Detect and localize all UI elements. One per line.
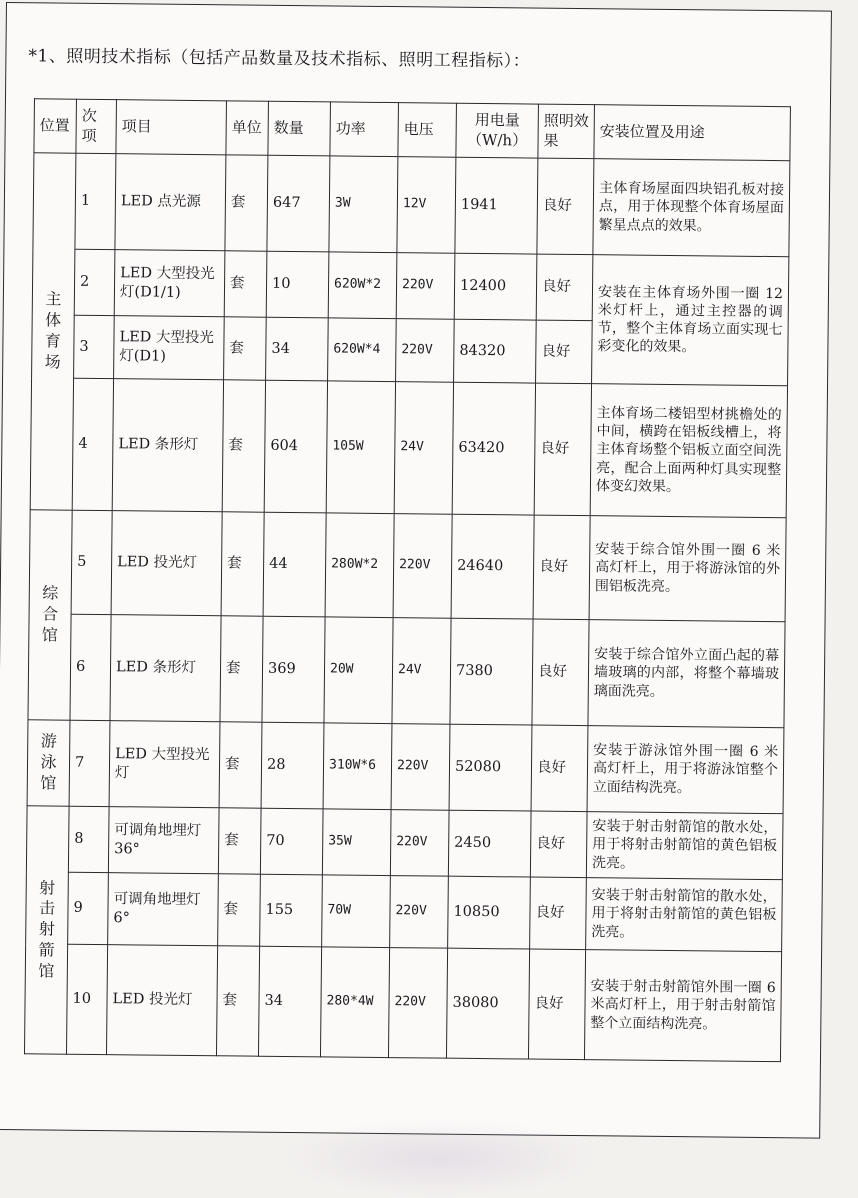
seq-cell: 2 (74, 249, 115, 315)
energy-cell: 84320 (454, 319, 537, 383)
usage-cell: 安装于综合馆外立面凸起的幕墙玻璃的内部，将整个幕墙玻璃面洗亮。 (588, 620, 785, 728)
voltage-cell: 220V (396, 319, 455, 383)
table-row (27, 720, 784, 814)
unit-cell: 套 (225, 155, 268, 251)
group-cell (28, 510, 72, 720)
energy-cell: 10850 (448, 876, 531, 949)
group-cell (24, 806, 69, 1054)
voltage-cell: 24V (394, 382, 453, 515)
group-label: 主体育场 (44, 289, 62, 372)
item-cell: 可调角地埋灯 36° (108, 807, 219, 874)
voltage-cell: 220V (390, 810, 449, 877)
power-cell: 35W (322, 809, 391, 876)
qty-cell: 34 (258, 946, 321, 1057)
energy-cell: 24640 (451, 514, 534, 619)
group-cell (27, 720, 70, 806)
voltage-cell: 220V (393, 514, 452, 619)
power-cell: 280*4W (320, 947, 389, 1058)
seq-cell: 8 (68, 806, 109, 872)
col-header-unit: 单位 (226, 101, 269, 155)
table-header-row (34, 99, 791, 161)
energy-cell: 7380 (450, 618, 533, 725)
item-cell: LED 条形灯 (112, 379, 223, 512)
energy-cell: 12400 (454, 253, 537, 320)
effect-cell: 良好 (530, 877, 587, 950)
effect-cell: 良好 (528, 949, 585, 1060)
item-cell: LED 大型投光灯(D1/1) (114, 250, 225, 317)
col-header-seq: 次项 (76, 99, 117, 153)
usage-cell: 安装于射击射箭馆外围一圈 6 米高灯杆上，用于射击射箭馆整个立面结构洗亮。 (584, 950, 781, 1062)
power-cell: 105W (326, 381, 395, 514)
qty-cell: 28 (261, 722, 324, 809)
usage-cell: 安装在主体育场外围一圈 12 米灯杆上，通过主控器的调节，整个主体育场立面实现七彩变化的效果。 (592, 255, 789, 386)
qty-cell: 34 (266, 317, 329, 381)
usage-cell: 安装于射击射箭馆的散水处，用于将射击射箭馆的黄色铝板洗亮。 (586, 812, 783, 880)
seq-cell: 10 (66, 944, 107, 1054)
col-header-power: 功率 (330, 102, 399, 157)
item-cell: LED 投光灯 (111, 511, 222, 616)
seq-cell: 3 (74, 315, 115, 378)
voltage-cell: 12V (397, 157, 456, 254)
item-cell: LED 点光源 (115, 154, 226, 251)
unit-cell: 套 (221, 512, 264, 616)
seq-cell: 9 (68, 872, 109, 944)
unit-cell: 套 (222, 380, 265, 512)
qty-cell: 647 (267, 155, 330, 252)
energy-cell: 1941 (455, 157, 538, 254)
effect-cell: 良好 (532, 619, 589, 726)
energy-cell: 38080 (446, 948, 529, 1059)
qty-cell: 155 (260, 874, 323, 947)
usage-cell: 安装于游泳馆外围一圈 6 米高灯杆上，用于将游泳馆整个立面结构洗亮。 (587, 726, 784, 814)
table-row (26, 806, 783, 880)
power-cell: 620W*2 (328, 252, 397, 319)
col-header-qty: 数量 (268, 101, 331, 156)
voltage-cell: 24V (392, 618, 451, 725)
qty-cell: 10 (266, 251, 329, 318)
stamp-smudge (280, 1118, 600, 1198)
item-cell: LED 大型投光灯 (109, 721, 220, 808)
seq-cell: 7 (69, 720, 110, 806)
col-header-item: 项目 (116, 100, 227, 155)
col-header-effect: 照明效果 (538, 104, 595, 159)
unit-cell: 套 (220, 616, 263, 722)
item-cell: 可调角地埋灯 6° (108, 873, 219, 946)
power-cell: 3W (329, 156, 398, 253)
seq-cell: 5 (71, 510, 112, 614)
qty-cell: 44 (263, 512, 326, 617)
voltage-cell: 220V (396, 253, 455, 320)
seq-cell: 6 (70, 614, 111, 720)
table-row (24, 944, 781, 1062)
usage-cell: 主体育场二楼铝型材挑檐处的中间，横跨在铝板线槽上，将主体育场整个铝板立面空间洗亮，配合上面两种灯具实现整体变幻效果。 (590, 384, 787, 518)
col-header-usage: 安装位置及用途 (594, 105, 791, 161)
col-header-energy: 用电量（W/h） (456, 103, 539, 158)
lighting-spec-table (24, 98, 791, 1062)
effect-cell: 良好 (534, 383, 591, 516)
effect-cell: 良好 (531, 725, 588, 812)
col-header-location: 位置 (34, 99, 77, 153)
effect-cell: 良好 (536, 320, 593, 384)
table-row (28, 614, 785, 728)
power-cell: 620W*4 (328, 318, 397, 382)
energy-cell: 2450 (448, 810, 531, 877)
item-cell: LED 投光灯 (106, 945, 217, 1056)
unit-cell: 套 (224, 251, 267, 317)
qty-cell: 604 (264, 380, 327, 513)
table-row (26, 872, 783, 952)
voltage-cell: 220V (390, 876, 449, 949)
group-label: 游泳馆 (40, 731, 57, 793)
qty-cell: 70 (260, 808, 323, 875)
voltage-cell: 220V (391, 724, 450, 811)
table-row (29, 510, 786, 622)
item-cell: LED 条形灯 (110, 615, 221, 722)
table-row (33, 153, 790, 257)
seq-cell: 1 (75, 153, 116, 249)
group-label: 综合馆 (41, 583, 59, 645)
col-header-voltage: 电压 (398, 103, 457, 158)
group-cell (30, 153, 76, 510)
usage-cell: 主体育场屋面四块铝孔板对接点，用于体现整个体育场屋面繁星点点的效果。 (593, 159, 790, 257)
unit-cell: 套 (224, 317, 267, 380)
power-cell: 280W*2 (325, 513, 394, 618)
energy-cell: 63420 (452, 382, 535, 515)
power-cell: 20W (324, 617, 393, 724)
document-page (0, 2, 832, 1139)
unit-cell: 套 (219, 722, 262, 808)
effect-cell: 良好 (533, 515, 590, 620)
voltage-cell: 220V (388, 948, 447, 1059)
energy-cell: 52080 (449, 724, 532, 811)
unit-cell: 套 (216, 946, 259, 1056)
power-cell: 310W*6 (323, 723, 392, 810)
seq-cell: 4 (72, 378, 113, 510)
usage-cell: 安装于综合馆外围一圈 6 米高灯杆上，用于将游泳馆的外围铝板洗亮。 (589, 516, 786, 622)
effect-cell: 良好 (537, 158, 594, 255)
power-cell: 70W (322, 875, 391, 948)
effect-cell: 良好 (530, 811, 587, 878)
section-heading: *1、照明技术指标（包括产品数量及技术指标、照明工程指标）： (28, 46, 531, 72)
group-label: 射击射箭馆 (38, 877, 56, 981)
item-cell: LED 大型投光灯(D1) (114, 316, 225, 380)
qty-cell: 369 (262, 616, 325, 723)
unit-cell: 套 (218, 808, 261, 874)
usage-cell: 安装于射击射箭馆的散水处，用于将射击射箭馆的黄色铝板洗亮。 (586, 878, 783, 952)
table-row (32, 249, 789, 323)
unit-cell: 套 (218, 874, 261, 946)
table-row (30, 378, 787, 518)
effect-cell: 良好 (536, 254, 593, 321)
